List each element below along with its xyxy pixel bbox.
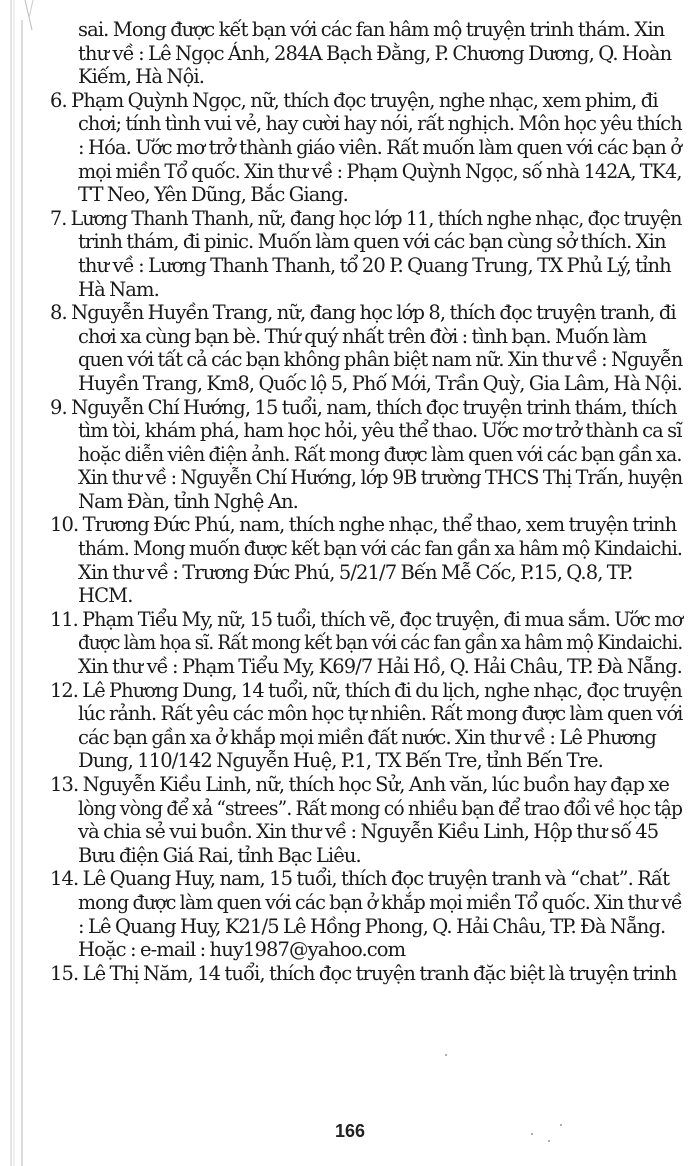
text-line: mong được làm quen với các bạn ở khắp mọi miền Tổ quốc. Xin thư về <box>77 890 682 914</box>
text-line: : Lê Quang Huy, K21/5 Lê Hồng Phong, Q. Hải Châu, TP. Đà Nẵng. <box>78 914 666 938</box>
text-line: Bưu điện Giá Rai, tỉnh Bạc Liêu. <box>78 843 361 867</box>
email-line: Hoặc : e-mail : huy1987@yahoo.com <box>78 938 406 962</box>
entry-first-line: 8. Nguyễn Huyền Trang, nữ, đang học lớp 8, thích đọc truyện tranh, đi <box>50 301 676 325</box>
text-line: TT Neo, Yên Dũng, Bắc Giang. <box>78 183 348 207</box>
entry-first-line: 13. Nguyễn Kiều Linh, nữ, thích học Sử, Anh văn, lúc buồn hay đạp xe <box>50 773 670 796</box>
text-line: HCM. <box>78 584 133 608</box>
text-line: Dung, 110/142 Nguyễn Huệ, P.1, TX Bến Tre, tỉnh Bến Tre. <box>78 749 603 773</box>
text-line: và chia sẻ vui buồn. Xin thư về : Nguyễn Kiều Linh, Hộp thư số 45 <box>78 820 659 844</box>
scan-speck <box>445 1054 447 1056</box>
text-line: Xin thư về : Nguyễn Chí Hướng, lớp 9B trường THCS Thị Trấn, huyện <box>77 466 683 490</box>
text-line: Huyền Trang, Km8, Quốc lộ 5, Phố Mới, Trần Quỳ, Gia Lâm, Hà Nội. <box>77 371 682 395</box>
entry-11 <box>50 608 682 679</box>
entry-first-line: 6. Phạm Quỳnh Ngọc, nữ, thích đọc truyện, nghe nhạc, xem phim, đi <box>50 88 658 112</box>
continuation-paragraph <box>50 18 682 89</box>
scan-speck <box>531 1133 533 1135</box>
entry-13 <box>50 773 682 867</box>
text-line: trinh thám, đi pinic. Muốn làm quen với các bạn cùng sở thích. Xin <box>78 230 666 254</box>
text-line: thư về : Lương Thanh Thanh, tổ 20 P. Quang Trung, TX Phủ Lý, tỉnh <box>78 253 671 277</box>
document-page <box>50 18 682 985</box>
entry-10 <box>50 513 682 607</box>
entry-first-line: 12. Lê Phương Dung, 14 tuổi, nữ, thích đi du lịch, nghe nhạc, đọc truyện <box>50 678 682 702</box>
text-line: các bạn gần xa ở khắp mọi miền đất nước. Xin thư về : Lê Phương <box>78 725 656 749</box>
text-line: mọi miền Tổ quốc. Xin thư về : Phạm Quỳnh Ngọc, số nhà 142A, TK4, <box>77 159 682 183</box>
text-line: Hà Nam. <box>78 277 159 301</box>
scan-speck <box>560 1124 562 1126</box>
scan-speck <box>548 1140 550 1142</box>
entry-first-line: 11. Phạm Tiểu My, nữ, 15 tuổi, thích vẽ, đọc truyện, đi mua sắm. Ước mơ <box>50 607 683 631</box>
text-line: : Hóa. Ước mơ trở thành giáo viên. Rất muốn làm quen với các bạn ở <box>78 135 682 159</box>
entry-first-line: 7. Lương Thanh Thanh, nữ, đang học lớp 11, thích nghe nhạc, đọc truyện <box>50 206 682 230</box>
entry-6 <box>50 89 682 207</box>
entry-14 <box>50 867 682 961</box>
text-line: thám. Mong muốn được kết bạn với các fan gần xa hâm mộ Kindaichi. <box>77 537 683 561</box>
entry-9 <box>50 396 682 514</box>
entry-first-line: 9. Nguyễn Chí Hướng, 15 tuổi, nam, thích đọc truyện trinh thám, thích <box>50 395 677 419</box>
entry-first-line: 15. Lê Thị Năm, 14 tuổi, thích đọc truyện tranh đặc biệt là truyện trinh <box>50 961 677 985</box>
entry-12 <box>50 679 682 773</box>
text-line: chơi; tính tình vui vẻ, hay cười hay nói, rất nghịch. Môn học yêu thích <box>77 112 682 136</box>
entry-first-line: 14. Lê Quang Huy, nam, 15 tuổi, thích đọc truyện tranh và “chat”. Rất <box>50 867 670 891</box>
page-number: 166 <box>334 1121 366 1141</box>
scan-margin-lines <box>0 0 40 1166</box>
text-line: được làm họa sĩ. Rất mong kết bạn với các fan gần xa hâm mộ Kindaichi. <box>77 631 683 655</box>
text-line: thư về : Lê Ngọc Ánh, 284A Bạch Đằng, P. Chương Dương, Q. Hoàn <box>78 41 672 65</box>
text-line: sai. Mong được kết bạn với các fan hâm mộ truyện trinh thám. Xin <box>78 18 665 41</box>
text-line: Kiếm, Hà Nội. <box>78 65 205 89</box>
text-line: Nam Đàn, tỉnh Nghệ An. <box>78 489 298 513</box>
text-line: tìm tòi, khám phá, ham học hỏi, yêu thể thao. Ước mơ trở thành ca sĩ <box>77 419 682 443</box>
entry-7 <box>50 207 682 301</box>
text-line: lúc rảnh. Rất yêu các môn học tự nhiên. Rất mong được làm quen với <box>77 702 683 726</box>
text-line: Xin thư về : Trương Đức Phú, 5/21/7 Bến Mễ Cốc, P.15, Q.8, TP. <box>78 560 633 584</box>
entry-first-line: 10. Trương Đức Phú, nam, thích nghe nhạc, thể thao, xem truyện trinh <box>50 513 677 537</box>
text-line: Xin thư về : Phạm Tiểu My, K69/7 Hải Hồ, Q. Hải Châu, TP. Đà Nẵng. <box>77 655 682 679</box>
entry-15 <box>50 962 682 986</box>
text-line: lòng vòng để xả “strees”. Rất mong có nhiều bạn để trao đổi về học tập <box>77 796 683 820</box>
entry-8 <box>50 301 682 395</box>
text-line: hoặc diễn viên điện ảnh. Rất mong được làm quen với các bạn gần xa. <box>77 442 682 466</box>
text-line: chơi xa cùng bạn bè. Thứ quý nhất trên đời : tình bạn. Muốn làm <box>78 324 647 348</box>
text-line: quen với tất cả các bạn không phân biệt nam nữ. Xin thư về : Nguyễn <box>77 348 683 372</box>
